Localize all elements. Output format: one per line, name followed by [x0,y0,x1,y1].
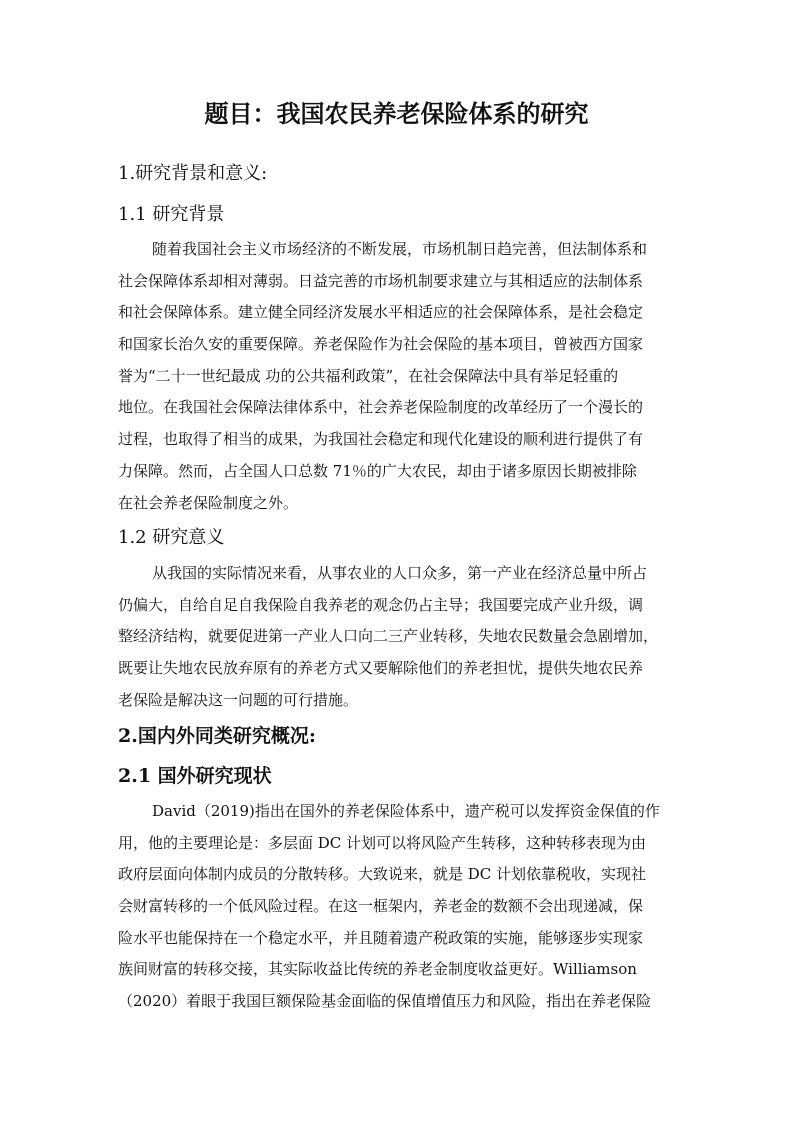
paragraph-line: 过程，也取得了相当的成果，为我国社会稳定和现代化建设的顺利进行提供了有 [118,430,644,449]
paragraph-line: （2020）着眼于我国巨额保险基金面临的保值增值压力和风险，指出在养老保险 [118,992,652,1011]
paragraph-line: 随着我国社会主义市场经济的不断发展，市场机制日趋完善，但法制体系和 [152,240,648,258]
paragraph-line: 老保险是解决这一问题的可行措施。 [118,690,359,709]
section-1-2-paragraph [118,558,678,716]
paragraph-line: 仍偏大，自给自足自我保险自我养老的观念仍占主导；我国要完成产业升级，调 [118,595,644,614]
paragraph-line: 既要让失地农民放弃原有的养老方式又要解除他们的养老担忧，提供失地农民养 [118,659,644,678]
section-2-1-heading: 2.1 国外研究现状 [118,765,272,787]
section-2-heading: 2.国内外同类研究概况: [118,725,316,747]
section-1-heading: 1.研究背景和意义: [118,163,268,184]
paragraph-line: David（2019)指出在国外的养老保险体系中，遗产税可以发挥资金保值的作 [152,802,660,820]
paragraph-line: 力保障。然而，占全国人口总数 71％的广大农民，却由于诸多原因长期被排除 [118,461,637,480]
paragraph-line: 地位。在我国社会保障法律体系中，社会养老保险制度的改革经历了一个漫长的 [118,398,644,417]
section-1-1-heading: 1.1 研究背景 [118,204,225,225]
paragraph-line: 从我国的实际情况来看，从事农业的人口众多，第一产业在经济总量中所占 [152,564,648,582]
paragraph-line: 会财富转移的一个低风险过程。在这一框架内，养老金的数额不会出现递减，保 [118,897,644,916]
paragraph-line: 和国家长治久安的重要保障。养老保险作为社会保险的基本项目，曾被西方国家 [118,335,644,354]
paragraph-line: 险水平也能保持在一个稳定水平，并且随着遗产税政策的实施，能够逐步实现家 [118,928,644,947]
paragraph-line: 在社会养老保险制度之外。 [118,493,299,512]
paragraph-line: 整经济结构，就要促进第一产业人口向二三产业转移，失地农民数量会急剧增加， [118,627,659,646]
paragraph-line: 誉为“二十一世纪最成 功的公共福利政策”，在社会保障法中具有举足轻重的 [118,366,619,385]
paragraph-line: 政府层面向体制内成员的分散转移。大致说来，就是 DC 计划依靠税收，实现社 [118,865,647,884]
document-title: 题目：我国农民养老保险体系的研究 [204,99,589,128]
paragraph-line: 族间财富的转移交接，其实际收益比传统的养老金制度收益更好。Williamson [118,960,637,979]
section-1-1-paragraph [118,234,678,519]
paragraph-line: 用，他的主要理论是：多层面 DC 计划可以将风险产生转移，这种转移表现为由 [118,833,647,852]
section-1-2-heading: 1.2 研究意义 [118,527,225,548]
paragraph-line: 社会保障体系却相对薄弱。日益完善的市场机制要求建立与其相适应的法制体系 [118,271,644,290]
paragraph-line: 和社会保障体系。建立健全同经济发展水平相适应的社会保障体系，是社会稳定 [118,303,644,322]
section-2-1-paragraph [118,796,678,1018]
